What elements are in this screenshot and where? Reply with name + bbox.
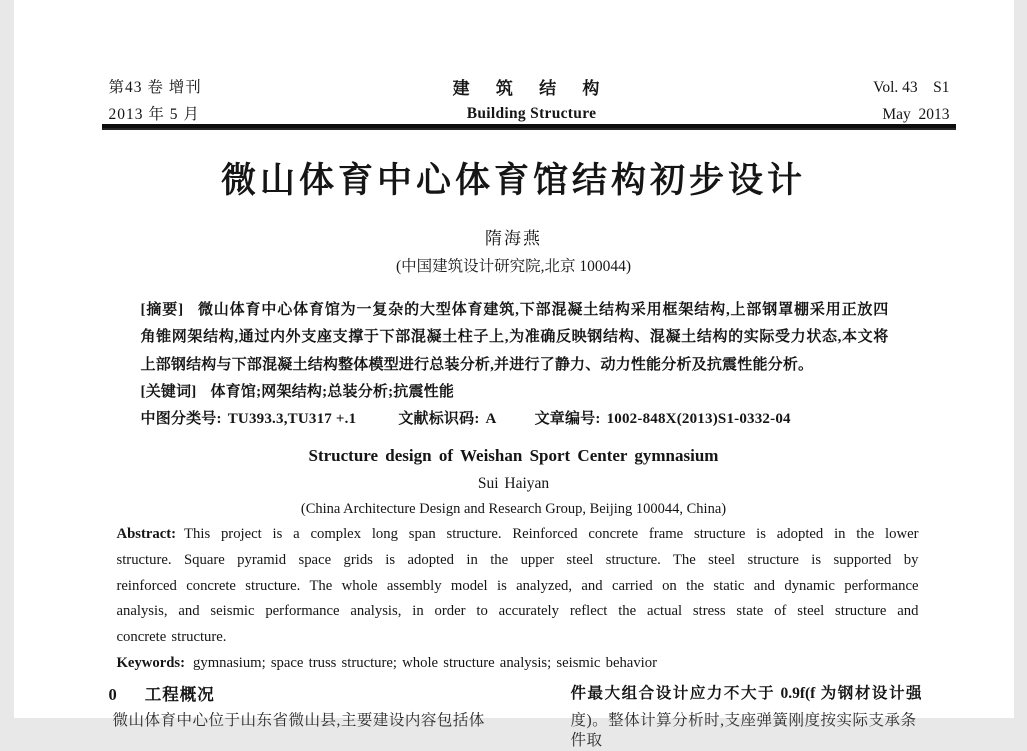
volume-issue-en: Vol. 43 S1 <box>873 74 949 101</box>
article-id-label: 文章编号: <box>535 411 601 427</box>
section-heading <box>109 681 215 705</box>
abstract-cn-line-2: 角锥网架结构,通过内外支座支撑于下部混凝土柱子上,为准确反映钢结构、混凝土结构的实际受力状态,本文将 <box>141 324 889 351</box>
abstract-en-line-1 <box>117 522 919 548</box>
affiliation-en: (China Architecture Design and Research Group, Beijing 100044, China) <box>14 501 1014 518</box>
keywords-line-cn <box>141 379 889 406</box>
classification-line <box>141 406 889 433</box>
keywords-en: gymnasium; space truss structure; whole structure analysis; seismic behavior <box>193 655 657 671</box>
header-right <box>873 74 949 128</box>
author-name-en: Sui Haiyan <box>14 475 1014 493</box>
abstract-en-line-5: concrete structure. <box>117 625 919 651</box>
abstract-block-en <box>117 522 919 677</box>
clc-value: TU393.3,TU317 +.1 <box>228 411 357 427</box>
doc-code-label: 文献标识码: <box>398 411 479 427</box>
abstract-label-cn: [摘要] <box>141 302 184 318</box>
keywords-label-en: Keywords: <box>117 655 186 671</box>
abstract-label-en: Abstract: <box>117 526 177 542</box>
journal-name-en: Building Structure <box>32 105 1027 123</box>
affiliation-cn: (中国建筑设计研究院,北京 100044) <box>14 254 1014 276</box>
abstract-en-line-3: reinforced concrete structure. The whole assembly model is analyzed, and carried on the static and dynamic performance <box>117 574 919 600</box>
header-divider-rule <box>102 124 956 130</box>
article-title-cn: 微山体育中心体育馆结构初步设计 <box>14 153 1014 203</box>
article-title-en: Structure design of Weishan Sport Center gymnasium <box>14 446 1014 466</box>
abstract-cn-text-1: 微山体育中心体育馆为一复杂的大型体育建筑,下部混凝土结构采用框架结构,上部钢罩棚采用正放四 <box>197 302 888 318</box>
abstract-en-line-2: structure. Square pyramid space grids is adopted in the upper steel structure. The steel structure is supported by <box>117 548 919 574</box>
keywords-label-cn: [关键词] <box>141 384 197 400</box>
journal-name-cn: 建 筑 结 构 <box>32 74 1027 99</box>
abstract-en-text-1: This project is a complex long span structure. Reinforced concrete frame structure is adopted in the lower <box>184 526 918 542</box>
doc-code-value: A <box>486 411 497 427</box>
issue-date-en: May 2013 <box>873 101 949 128</box>
author-name-cn: 隋海燕 <box>14 224 1014 249</box>
journal-page <box>14 0 1014 718</box>
keywords-line-en <box>117 651 919 677</box>
abstract-block-cn <box>141 297 889 433</box>
left-column-clipped-line: 微山体育中心位于山东省微山县,主要建设内容包括体 <box>113 711 496 718</box>
section-number: 0 <box>109 685 118 704</box>
article-id-value: 1002-848X(2013)S1-0332-04 <box>607 411 791 427</box>
keywords-cn: 体育馆;网架结构;总装分析;抗震性能 <box>211 384 455 400</box>
right-column-clipped-line: 度)。整体计算分析时,支座弹簧刚度按实际支承条件取 <box>571 711 922 718</box>
section-title: 工程概况 <box>145 685 215 704</box>
issue-date-cn: 2013 年 5 月 <box>109 101 202 128</box>
volume-issue-cn: 第43 卷 增刊 <box>109 74 202 101</box>
abstract-cn-line-3: 上部钢结构与下部混凝土结构整体模型进行总装分析,并进行了静力、动力性能分析及抗震性能分析。 <box>141 352 889 379</box>
clc-label: 中图分类号: <box>141 411 222 427</box>
abstract-en-line-4: analysis, and seismic performance analysis, in order to accurately reflect the actual stress state of steel structure and <box>117 599 919 625</box>
abstract-cn-line-1 <box>141 297 889 324</box>
right-column-text: 件最大组合设计应力不大于 0.9f(f 为钢材设计强 <box>571 681 922 703</box>
